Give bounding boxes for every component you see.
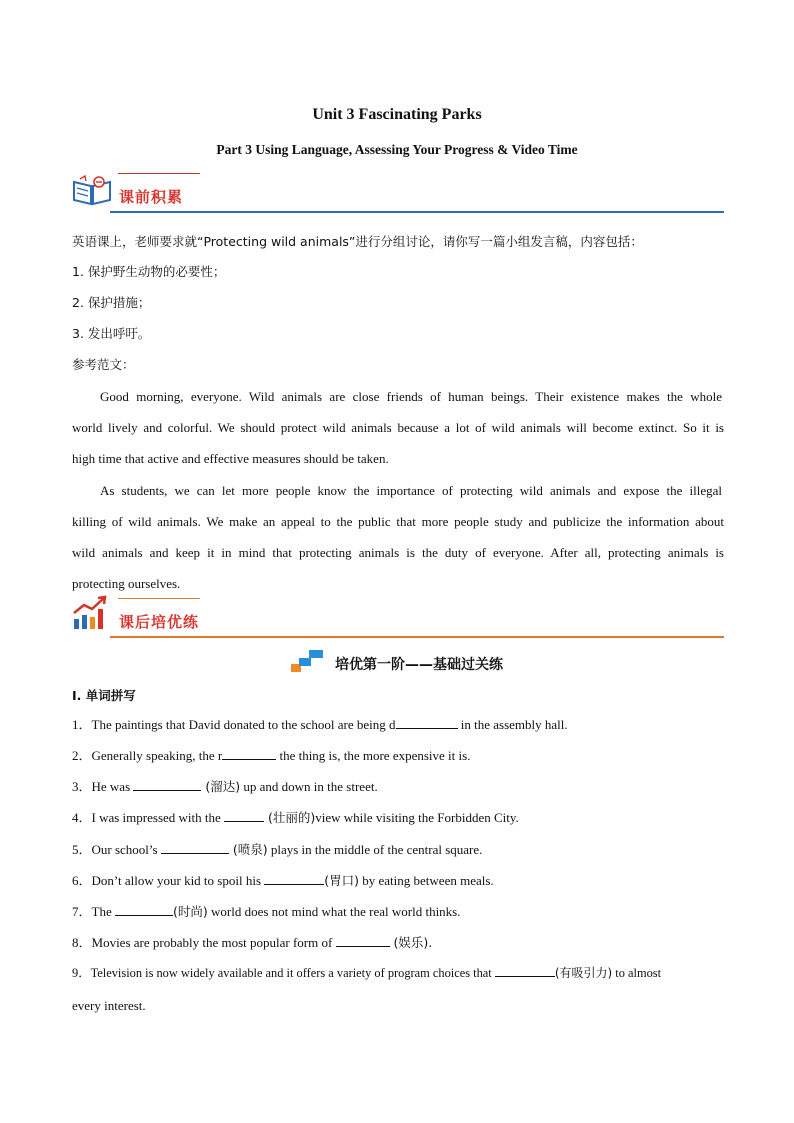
section-label: 课前积累 [119, 188, 184, 206]
answer-blank[interactable] [133, 776, 201, 791]
answer-blank[interactable] [115, 901, 173, 916]
essay-p1-line-3: high time that active and effective measures should be taken. [72, 451, 389, 466]
answer-blank[interactable] [495, 962, 555, 977]
part-label: I. 单词拼写 [72, 688, 136, 703]
essay-p2-line-3: wild animals and keep it in mind that protecting animals is the duty of everyone. After all, protecting animals is [72, 545, 724, 560]
section-top-line [118, 598, 200, 599]
question-6: 6．Don’t allow your kid to spoil his (胃口) by eating between meals. [72, 865, 724, 896]
question-7: 7．The (时尚) world does not mind what the real world thinks. [72, 896, 724, 927]
section-top-line [118, 173, 200, 174]
point-1: 1. 保护野生动物的必要性； [72, 264, 226, 279]
question-2: 2．Generally speaking, the r the thing is, the more expensive it is. [72, 740, 724, 771]
page-title: Unit 3 Fascinating Parks [312, 106, 482, 123]
section-header-pre-class [72, 173, 724, 213]
point-3: 3. 发出呼吁。 [72, 326, 151, 341]
book-icon [72, 174, 112, 211]
answer-blank[interactable] [161, 839, 229, 854]
question-1: 1．The paintings that David donated to the school are being d in the assembly hall. [72, 709, 724, 740]
answer-blank[interactable] [222, 745, 276, 760]
question-9-continued: every interest. [72, 998, 146, 1013]
section-header-after-class [72, 598, 724, 638]
answer-blank[interactable] [396, 714, 458, 729]
tier-heading [0, 648, 794, 679]
prompt-text: 英语课上，老师要求就“Protecting wild animals”进行分组讨论，请你写一篇小组发言稿，内容包括： [72, 234, 643, 249]
section-rule [110, 211, 724, 213]
answer-blank[interactable] [336, 932, 390, 947]
essay-p2-line-2: killing of wild animals. We make an appeal to the public that more people study and publicize the information about [72, 514, 724, 529]
question-9: 9．Television is now widely available and it offers a variety of program choices that (有吸引力) to almost [72, 958, 724, 989]
answer-blank[interactable] [224, 807, 264, 822]
question-8: 8．Movies are probably the most popular form of (娱乐). [72, 927, 724, 958]
page-subtitle: Part 3 Using Language, Assessing Your Progress & Video Time [216, 142, 578, 157]
reference-label: 参考范文： [72, 357, 135, 372]
section-label: 课后培优练 [119, 613, 200, 631]
essay-p1-line-1: Good morning, everyone. Wild animals are close friends of human beings. Their existence makes the whole [100, 389, 722, 404]
essay-p2-line-4: protecting ourselves. [72, 576, 181, 591]
growth-chart-icon [72, 595, 108, 636]
answer-blank[interactable] [264, 870, 324, 885]
essay-p2-line-1: As students, we can let more people know the importance of protecting wild animals and expose the illegal [100, 483, 722, 498]
question-5: 5．Our school’s (喷泉) plays in the middle of the central square. [72, 834, 724, 865]
section-rule [110, 636, 724, 638]
question-4: 4．I was impressed with the (壮丽的)view while visiting the Forbidden City. [72, 802, 724, 833]
question-3: 3．He was (溜达) up and down in the street. [72, 771, 724, 802]
essay-p1-line-2: world lively and colorful. We should protect wild animals because a lot of wild animals will become extinct. So it is [72, 420, 724, 435]
point-2: 2. 保护措施； [72, 295, 151, 310]
tier-label: 培优第一阶——基础过关练 [335, 656, 503, 673]
stairs-icon [291, 648, 325, 679]
